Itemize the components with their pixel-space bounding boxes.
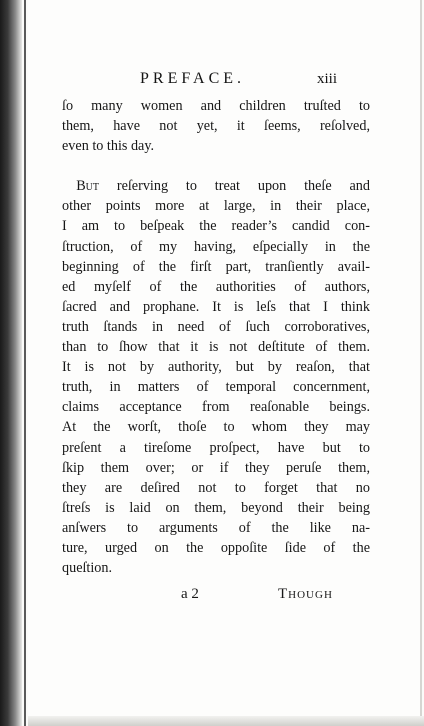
text-line: they are deſired not to forget that no	[62, 479, 370, 496]
text-line: queſtion.	[62, 560, 113, 577]
text-line: other points more at large, in their place,	[62, 198, 370, 215]
book-binding-shadow	[0, 0, 22, 726]
signature-mark: a 2	[181, 586, 199, 602]
text-line: ture, urged on the oppoſite ſide of the	[62, 539, 370, 556]
text-line: ſo many women and children truſted to	[62, 98, 370, 114]
text-line: At the worſt, thoſe to whom they may	[62, 419, 370, 436]
page-footer	[28, 586, 420, 608]
text-line: It is not by authority, but by reaſon, that	[62, 359, 370, 376]
text-line: claims acceptance from reaſonable beings.	[62, 399, 370, 416]
running-head-title: PREFACE.	[140, 70, 246, 87]
page-leaf	[28, 0, 422, 722]
opening-word: But	[76, 178, 99, 195]
page-edge-shadow	[28, 716, 424, 726]
text-line: even to this day.	[62, 138, 155, 155]
text-line: ed myſelf of the authorities of authors,	[62, 278, 370, 295]
paragraph-2	[62, 176, 370, 578]
text-line-first	[62, 176, 370, 196]
text-line: I am to beſpeak the reader’s candid con-	[62, 218, 370, 235]
book-gutter-line	[24, 0, 26, 726]
text-line: ſkip them over; or if they peruſe them,	[62, 459, 370, 476]
text-line: ſacred and prophane. It is leſs that I think	[62, 298, 370, 315]
text-line: ſtruction, of my having, eſpecially in the	[62, 238, 370, 255]
text-line: them, have not yet, it ſeems, reſolved,	[62, 118, 370, 135]
body-text	[62, 96, 370, 578]
text-line-rest: reſerving to treat upon theſe and	[98, 178, 370, 195]
text-line: ſtreſs is laid on them, beyond their being	[62, 499, 370, 516]
page-number: xiii	[317, 71, 338, 87]
text-line: preſent a tireſome proſpect, have but to	[62, 439, 370, 456]
running-head	[28, 70, 420, 92]
text-line: anſwers to arguments of the like na-	[62, 519, 370, 536]
text-line: than to ſhow that it is not deſtitute of them.	[62, 339, 370, 356]
catchword: Though	[278, 586, 333, 602]
paragraph-1	[62, 96, 370, 156]
text-line: truth, in matters of temporal concernment,	[62, 379, 370, 396]
text-line: truth ſtands in need of ſuch corroboratives,	[62, 318, 370, 335]
text-line: beginning of the firſt part, tranſiently avail-	[62, 258, 370, 275]
